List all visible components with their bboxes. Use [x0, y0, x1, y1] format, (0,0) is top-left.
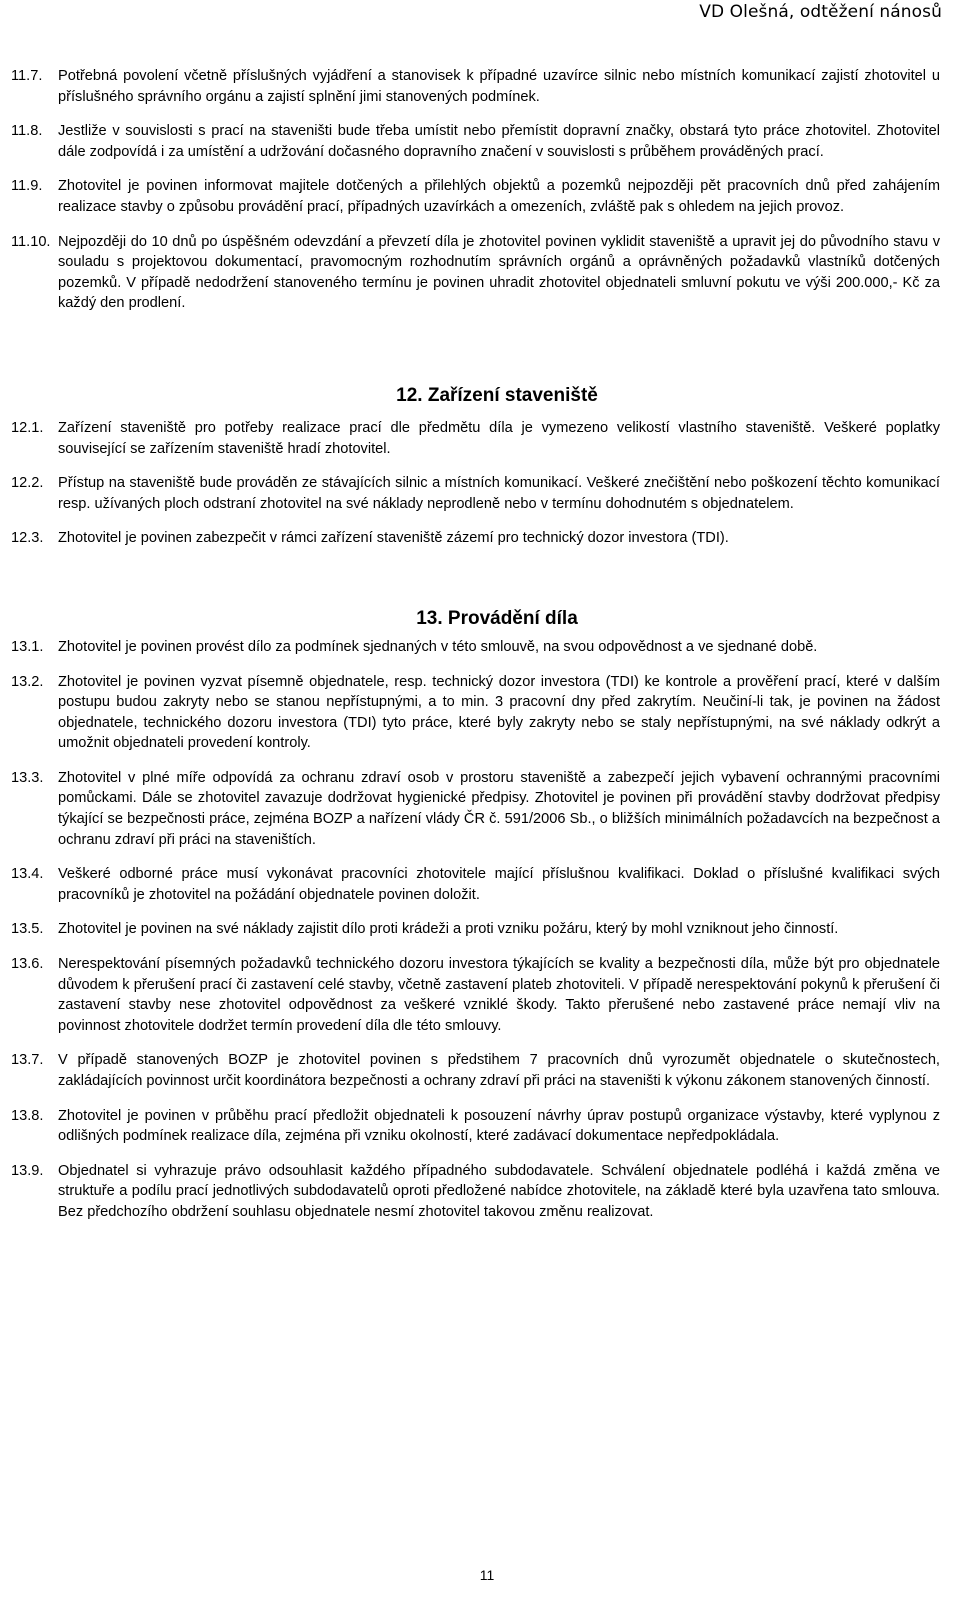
clause-12-3	[0, 528, 960, 549]
running-header: VD Olešná, odtěžení nánosů	[699, 2, 942, 22]
clause-11-9	[0, 176, 960, 217]
clause-text: Zhotovitel je povinen na své náklady zajistit dílo proti krádeži a proti vzniku požáru, který by mohl vzniknout jeho činností.	[58, 921, 839, 938]
section-title-12: 12. Zařízení staveniště	[396, 384, 598, 406]
document-body	[0, 66, 960, 1223]
clause-text: Zhotovitel je povinen informovat majitele dotčených a přilehlých objektů a pozemků nejpozději pět pracovních dnů před zahájením realizace stavby o způsobu provádění prací, případných uzavírkách a omezeních, zvláště pak s ohledem na jejich provoz.	[58, 178, 940, 215]
clause-number: 13.4.	[11, 866, 44, 883]
clause-number: 13.2.	[11, 673, 44, 690]
clause-number: 11.7.	[11, 68, 43, 84]
page-number: 11	[479, 1567, 495, 1583]
clause-number: 13.9.	[11, 1162, 44, 1179]
clause-number: 13.8.	[11, 1107, 44, 1124]
clause-text: Přístup na staveniště bude prováděn ze stávajících silnic a místních komunikací. Veškeré znečištění nebo poškození těchto komunikací resp. užívaných ploch odstraní zhotovitel na své náklady neprodleně nebo v termínu dohodnutém s objednatelem.	[58, 475, 940, 512]
clause-text: Potřebná povolení včetně příslušných vyjádření a stanovisek k případné uzavírce silnic nebo místních komunikací zajistí zhotovitel u příslušného správního orgánu a zajistí splnění jimi stanovených podmínek.	[58, 68, 940, 105]
clause-12-2	[0, 473, 960, 514]
clause-text: V případě stanovených BOZP je zhotovitel povinen s předstihem 7 pracovních dnů vyrozumět objednatele o skutečnostech, zakládajících povinnost určit koordinátora bezpečnosti a ochrany zdraví při práci na staveništi k výkonu zákonem stanovených činností.	[58, 1052, 940, 1089]
clause-number: 12.3.	[11, 530, 44, 547]
clause-text: Zhotovitel je povinen vyzvat písemně objednatele, resp. technický dozor investora (TDI) ke kontrole a prověření prací, které v dalším postupu budou zakryty nebo se stanou nepřístupnými, a to min. 3 pracovní dny před zakrytím. Neučiní-li tak, je povinen na žádost objednatele, technického dozoru investora (TDI) tyto práce, které byly zakryty nebo se staly nepřístupnými, na své náklady odkrýt a umožnit objednateli provedení kontroly.	[58, 673, 940, 752]
clause-text: Zhotovitel je povinen provést dílo za podmínek sjednaných v této smlouvě, na svou odpovědnost a ve sjednané době.	[58, 638, 818, 655]
clause-text: Objednatel si vyhrazuje právo odsouhlasit každého případného subdodavatele. Schválení objednatele podléhá i každá změna ve struktuře a podílu prací jednotlivých subdodavatelů oproti předložené nabídce zhotovitele, na základě které byla uzavřena tato smlouva. Bez předchozího obdržení souhlasu objednatele nesmí zhotovitel takovou změnu realizovat.	[58, 1162, 940, 1220]
clause-number: 12.1.	[11, 419, 44, 436]
clause-number: 13.5.	[11, 921, 44, 938]
clause-number: 11.10.	[11, 233, 51, 250]
clause-text: Zhotovitel je povinen zabezpečit v rámci zařízení staveniště zázemí pro technický dozor investora (TDI).	[58, 530, 729, 547]
clause-number: 13.1.	[11, 638, 44, 655]
clause-text: Veškeré odborné práce musí vykonávat pracovníci zhotovitele mající příslušnou kvalifikaci. Doklad o příslušné kvalifikaci svých pracovníků je zhotovitel na požádání objednatele povinen doložit.	[58, 866, 940, 903]
clause-13-2	[0, 672, 960, 754]
clause-number: 13.6.	[11, 956, 44, 973]
clause-text: Zhotovitel v plné míře odpovídá za ochranu zdraví osob v prostoru staveniště a zabezpečí jejich vybavení ochrannými pracovními pomůckami. Dále se zhotovitel zavazuje dodržovat hygienické předpisy. Zhotovitel je povinen při provádění stavby dodržovat předpisy týkající se bezpečnosti práce, zejména BOZP a nařízení vlády ČR č. 591/2006 Sb., o bližších minimálních požadavcích na bezpečnost a ochranu zdraví při práci na staveništích.	[58, 769, 940, 848]
clause-13-8	[0, 1106, 960, 1147]
clause-13-4	[0, 864, 960, 905]
clause-11-10	[0, 232, 960, 314]
clause-text: Zařízení staveniště pro potřeby realizace prací dle předmětu díla je vymezeno velikostí vlastního staveniště. Veškeré poplatky související se zařízením staveniště hradí zhotovitel.	[58, 419, 940, 457]
clause-13-9	[0, 1161, 960, 1223]
clause-text: Nerespektování písemných požadavků technického dozoru investora týkajících se kvality a bezpečnosti díla, může být pro objednatele důvodem k přerušení prací či zastavení celé stavby, včetně zastavení plateb zhotoviteli. V případě nerespektování pokynů k přerušení či zastavení stavby nese zhotovitel odpovědnost za veškeré vzniklé škody. Takto přerušené nebo zastavené práce nemají vliv na povinnost zhotovitele dodržet termín provedení díla dle této smlouvy.	[58, 956, 940, 1034]
clause-number: 11.9.	[11, 178, 43, 195]
clause-number: 11.8.	[11, 123, 43, 140]
clause-text: Jestliže v souvislosti s prací na staveništi bude třeba umístit nebo přemístit dopravní značky, obstará tyto práce zhotovitel. Zhotovitel dále zodpovídá i za umístění a udržování dočasného dopravního značení v souvislosti s průběhem prováděných prací.	[58, 123, 940, 160]
clause-number: 13.3.	[11, 769, 44, 786]
clause-13-6	[0, 954, 960, 1036]
clause-text: Zhotovitel je povinen v průběhu prací předložit objednateli k posouzení návrhy úprav postupů organizace výstavby, které vyplynou z odlišných podmínek realizace díla, zejména při vzniku okolností, které zadávací dokumentace nepředpokládala.	[58, 1107, 940, 1145]
clause-13-3	[0, 768, 960, 850]
clause-11-7	[0, 66, 960, 107]
clause-11-8	[0, 121, 960, 162]
clause-13-5	[0, 919, 960, 940]
clause-13-1	[0, 637, 960, 658]
clause-number: 12.2.	[11, 475, 44, 492]
clause-13-7	[0, 1050, 960, 1091]
clause-text: Nejpozději do 10 dnů po úspěšném odevzdání a převzetí díla je zhotovitel povinen vyklidit staveniště a upravit jej do původního stavu v souladu s projektovou dokumentací, pravomocným rozhodnutím správních orgánů a oprávněných požadavků vlastníků dotčených pozemků. V případě nedodržení stanoveného termínu je povinen uhradit zhotovitel objednateli smluvní pokutu ve výši 200.000,- Kč za každý den prodlení.	[58, 233, 940, 312]
section-title-13: 13. Provádění díla	[416, 607, 578, 629]
clause-12-1	[0, 418, 960, 459]
clause-number: 13.7.	[11, 1052, 44, 1069]
